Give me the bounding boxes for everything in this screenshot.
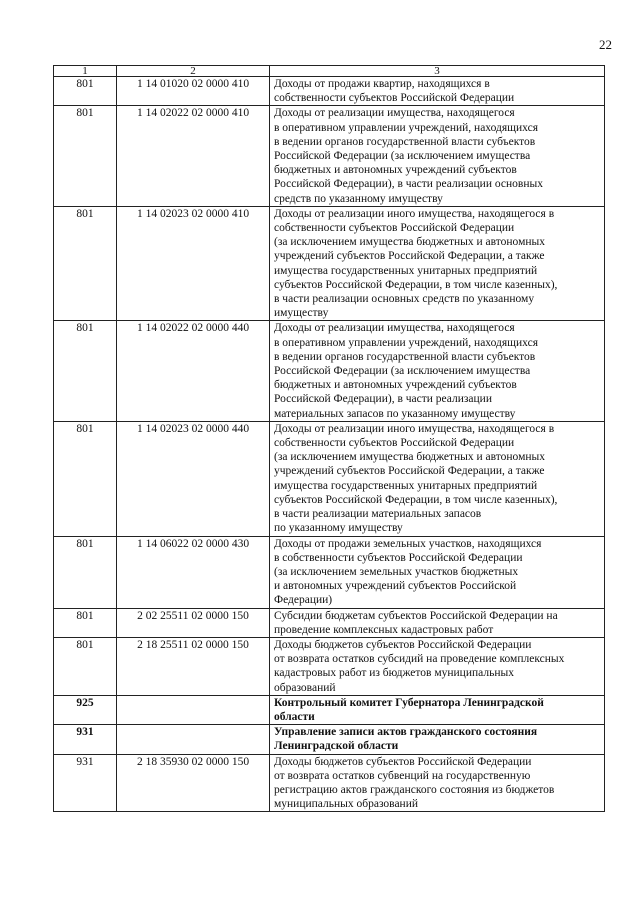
income-description-cell: Субсидии бюджетам субъектов Российской Федерации на проведение комплексных кадастровых работ	[270, 608, 605, 637]
table-row	[54, 106, 605, 206]
budget-classification-code-cell: 1 14 06022 02 0000 430	[117, 536, 270, 608]
income-description-cell: Доходы от продажи земельных участков, находящихся в собственности субъектов Российской Федерации (за исключением земельных участков бюджетных и автономных учреждений субъектов Российской Федерации)	[270, 536, 605, 608]
income-description-cell: Управление записи актов гражданского состояния Ленинградской области	[270, 725, 605, 754]
admin-code-cell: 801	[54, 608, 117, 637]
income-description-cell: Доходы от продажи квартир, находящихся в собственности субъектов Российской Федерации	[270, 77, 605, 106]
column-header-2: 2	[117, 66, 270, 77]
table-row	[54, 695, 605, 724]
budget-classification-code-cell: 2 02 25511 02 0000 150	[117, 608, 270, 637]
table-row	[54, 206, 605, 321]
admin-code-cell: 801	[54, 77, 117, 106]
budget-classification-code-cell: 1 14 02022 02 0000 440	[117, 321, 270, 421]
income-description-cell: Доходы от реализации иного имущества, находящегося в собственности субъектов Российской Федерации (за исключением имущества бюджетных и автономных учреждений субъектов Российской Федерации, а также имущества государственных унитарных предприятий субъектов Российской Федерации, в том числе казенных), в части реализации основных средств по указанному имуществу	[270, 206, 605, 321]
column-header-1: 1	[54, 66, 117, 77]
budget-classification-code-cell: 2 18 25511 02 0000 150	[117, 637, 270, 695]
admin-code-cell: 925	[54, 695, 117, 724]
income-description-cell: Доходы от реализации иного имущества, находящегося в собственности субъектов Российской Федерации (за исключением имущества бюджетных и автономных учреждений субъектов Российской Федерации, а также имущества государственных унитарных предприятий субъектов Российской Федерации, в том числе казенных), в части реализации материальных запасов по указанному имуществу	[270, 421, 605, 536]
budget-classification-code-cell: 1 14 01020 02 0000 410	[117, 77, 270, 106]
table-row	[54, 754, 605, 812]
table-row	[54, 725, 605, 754]
header-row	[54, 66, 605, 77]
column-header-3: 3	[270, 66, 605, 77]
table-row	[54, 321, 605, 421]
income-description-cell: Доходы от реализации имущества, находящегося в оперативном управлении учреждений, находящихся в ведении органов государственной власти субъектов Российской Федерации (за исключением имущества бюджетных и автономных учреждений субъектов Российской Федерации), в части реализации материальных запасов по указанному имуществу	[270, 321, 605, 421]
income-description-cell: Доходы бюджетов субъектов Российской Федерации от возврата остатков субсидий на проведение комплексных кадастровых работ из бюджетов муниципальных образований	[270, 637, 605, 695]
table-row	[54, 421, 605, 536]
admin-code-cell: 931	[54, 754, 117, 812]
budget-classification-code-cell: 1 14 02022 02 0000 410	[117, 106, 270, 206]
income-description-cell: Контрольный комитет Губернатора Ленинградской области	[270, 695, 605, 724]
table-row	[54, 77, 605, 106]
admin-code-cell: 801	[54, 421, 117, 536]
admin-code-cell: 801	[54, 321, 117, 421]
budget-classification-code-cell	[117, 695, 270, 724]
table-row	[54, 536, 605, 608]
income-description-cell: Доходы от реализации имущества, находящегося в оперативном управлении учреждений, находящихся в ведении органов государственной власти субъектов Российской Федерации (за исключением имущества бюджетных и автономных учреждений субъектов Российской Федерации), в части реализации основных средств по указанному имуществу	[270, 106, 605, 206]
page-number: 22	[599, 37, 612, 52]
budget-classification-code-cell	[117, 725, 270, 754]
admin-code-cell: 801	[54, 206, 117, 321]
admin-code-cell: 931	[54, 725, 117, 754]
admin-code-cell: 801	[54, 536, 117, 608]
income-description-cell: Доходы бюджетов субъектов Российской Федерации от возврата остатков субвенций на государственную регистрацию актов гражданского состояния из бюджетов муниципальных образований	[270, 754, 605, 812]
admin-code-cell: 801	[54, 637, 117, 695]
budget-classification-code-cell: 1 14 02023 02 0000 410	[117, 206, 270, 321]
table-row	[54, 637, 605, 695]
admin-code-cell: 801	[54, 106, 117, 206]
budget-classification-code-cell: 1 14 02023 02 0000 440	[117, 421, 270, 536]
revenue-codes-table	[53, 65, 605, 812]
budget-classification-code-cell: 2 18 35930 02 0000 150	[117, 754, 270, 812]
table-row	[54, 608, 605, 637]
